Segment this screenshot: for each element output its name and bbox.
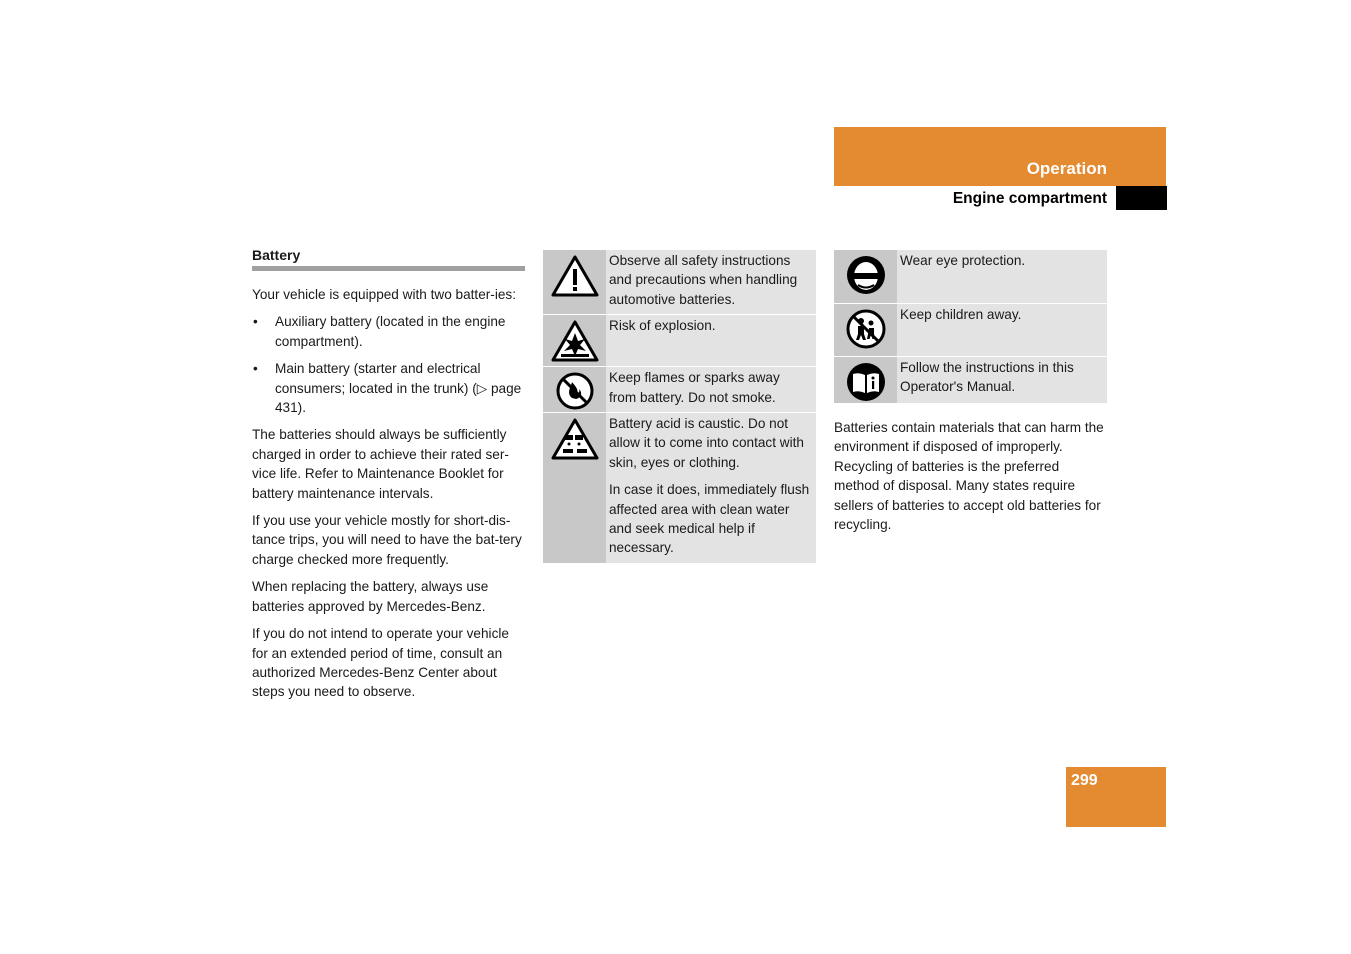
manual-icon (834, 361, 897, 403)
list-item: • Auxiliary battery (located in the engine compartment). (252, 312, 525, 351)
paragraph: When replacing the battery, always use batteries approved by Mercedes-Benz. (252, 579, 489, 614)
warning-text: Follow the instructions in this Operator's Manual. (900, 359, 1074, 394)
paragraph: If you use your vehicle mostly for short-dis-tance trips, you will need to have the bat-tery charge checked more frequently. (252, 513, 522, 567)
battery-heading: Battery (252, 247, 301, 263)
warning-triangle-icon (543, 254, 606, 298)
heading-rule (252, 266, 525, 271)
warning-text: Risk of explosion. (609, 318, 716, 334)
table-row (543, 315, 816, 367)
paragraph: If you do not intend to operate your vehicle for an extended period of time, consult an authorized Mercedes-Benz Center about steps you need to observe. (252, 626, 509, 700)
battery-list (252, 312, 525, 417)
header-banner (834, 127, 1166, 186)
warning-text: Battery acid is caustic. Do not allow it to come into contact with skin, eyes or clothing. (609, 416, 804, 470)
warning-text: Wear eye protection. (900, 253, 1026, 268)
section-marker (1116, 186, 1167, 210)
battery-section (252, 246, 525, 710)
warning-text: Observe all safety instructions and precautions when handling automotive batteries. (609, 253, 798, 307)
page-number: 299 (1071, 772, 1098, 789)
no-flames-icon (543, 371, 606, 411)
section-title: Engine compartment (952, 190, 1107, 207)
eye-protection-icon (834, 254, 897, 296)
warning-text: In case it does, immediately flush affected area with clean water and seek medical help if necessary. (609, 482, 810, 556)
warning-table-left (543, 250, 816, 564)
corrosive-icon (543, 417, 606, 461)
paragraph: The batteries should always be sufficiently charged in order to achieve their rated ser-vice life. Refer to Maintenance Booklet for battery maintenance intervals. (252, 427, 509, 501)
table-row (543, 367, 816, 413)
warning-text: Keep children away. (900, 306, 1022, 322)
table-row (834, 250, 1107, 303)
table-row (834, 303, 1107, 356)
chapter-title: Operation (1026, 159, 1107, 178)
table-row (834, 356, 1107, 403)
warning-table-right (834, 250, 1107, 404)
warning-text: Keep flames or sparks away from battery. Do not smoke. (609, 370, 780, 405)
table-row (543, 413, 816, 564)
explosion-icon (543, 319, 606, 363)
children-away-icon (834, 308, 897, 350)
battery-intro: Your vehicle is equipped with two batter-ies: (252, 287, 516, 302)
table-row (543, 250, 816, 315)
recycling-paragraph: Batteries contain materials that can harm the environment if disposed of improperly. Recycling of batteries is the preferred method of disposal. Many states require sellers of batteries to accept old batteries for recycling. (834, 420, 1104, 533)
list-item: • Main battery (starter and electrical consumers; located in the trunk) (▷ page 431). (252, 359, 525, 417)
